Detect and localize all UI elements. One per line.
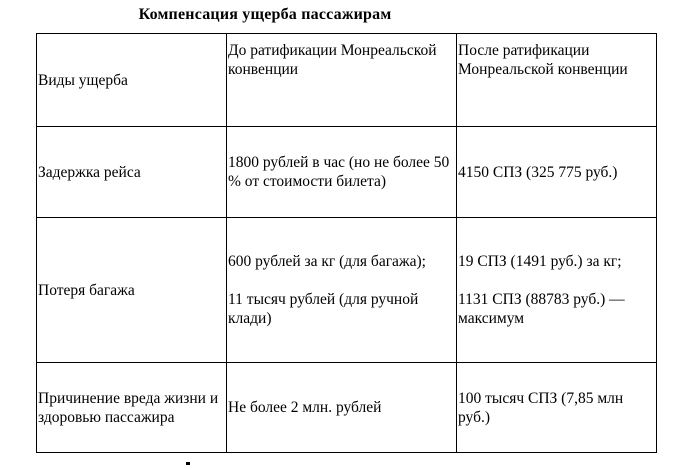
cell-paragraph: 1131 СПЗ (88783 руб.) — максимум xyxy=(458,291,625,327)
header-after-ratification: После ратификации Монреальской конвенции xyxy=(457,34,657,127)
cell-before xyxy=(227,127,457,218)
cell-damage-type: Задержка рейса xyxy=(37,127,227,218)
header-damage-type: Виды ущерба xyxy=(37,34,227,127)
cell-after xyxy=(457,218,657,363)
cell-paragraph: 600 рублей за кг (для багажа); xyxy=(228,253,426,270)
table-row xyxy=(37,127,657,218)
cell-before xyxy=(227,363,457,453)
cell-after xyxy=(457,363,657,453)
cell-damage-type: Причинение вреда жизни и здоровью пассажира xyxy=(37,363,227,453)
table-row xyxy=(37,218,657,363)
cell-damage-type: Потеря багажа xyxy=(37,218,227,363)
cell-after xyxy=(457,127,657,218)
cell-paragraph: 4150 СПЗ (325 775 руб.) xyxy=(458,163,618,181)
cell-paragraph: 100 тысяч СПЗ (7,85 млн руб.) xyxy=(458,389,624,426)
cell-paragraph: 19 СПЗ (1491 руб.) за кг; xyxy=(458,253,622,270)
cell-paragraph: 1800 рублей в час (но не более 50 % от стоимости билета) xyxy=(228,154,450,190)
table-header-row xyxy=(37,34,657,127)
cell-paragraph: 11 тысяч рублей (для ручной клади) xyxy=(228,291,419,327)
cell-before xyxy=(227,218,457,363)
document-title: Компенсация ущерба пассажирам xyxy=(138,6,392,23)
cell-paragraph: Не более 2 млн. рублей xyxy=(228,399,382,416)
table-row xyxy=(37,363,657,453)
header-before-ratification: До ратификации Монреальской конвенции xyxy=(227,34,457,127)
text-fragment-mark xyxy=(186,462,190,465)
compensation-table xyxy=(36,33,657,453)
